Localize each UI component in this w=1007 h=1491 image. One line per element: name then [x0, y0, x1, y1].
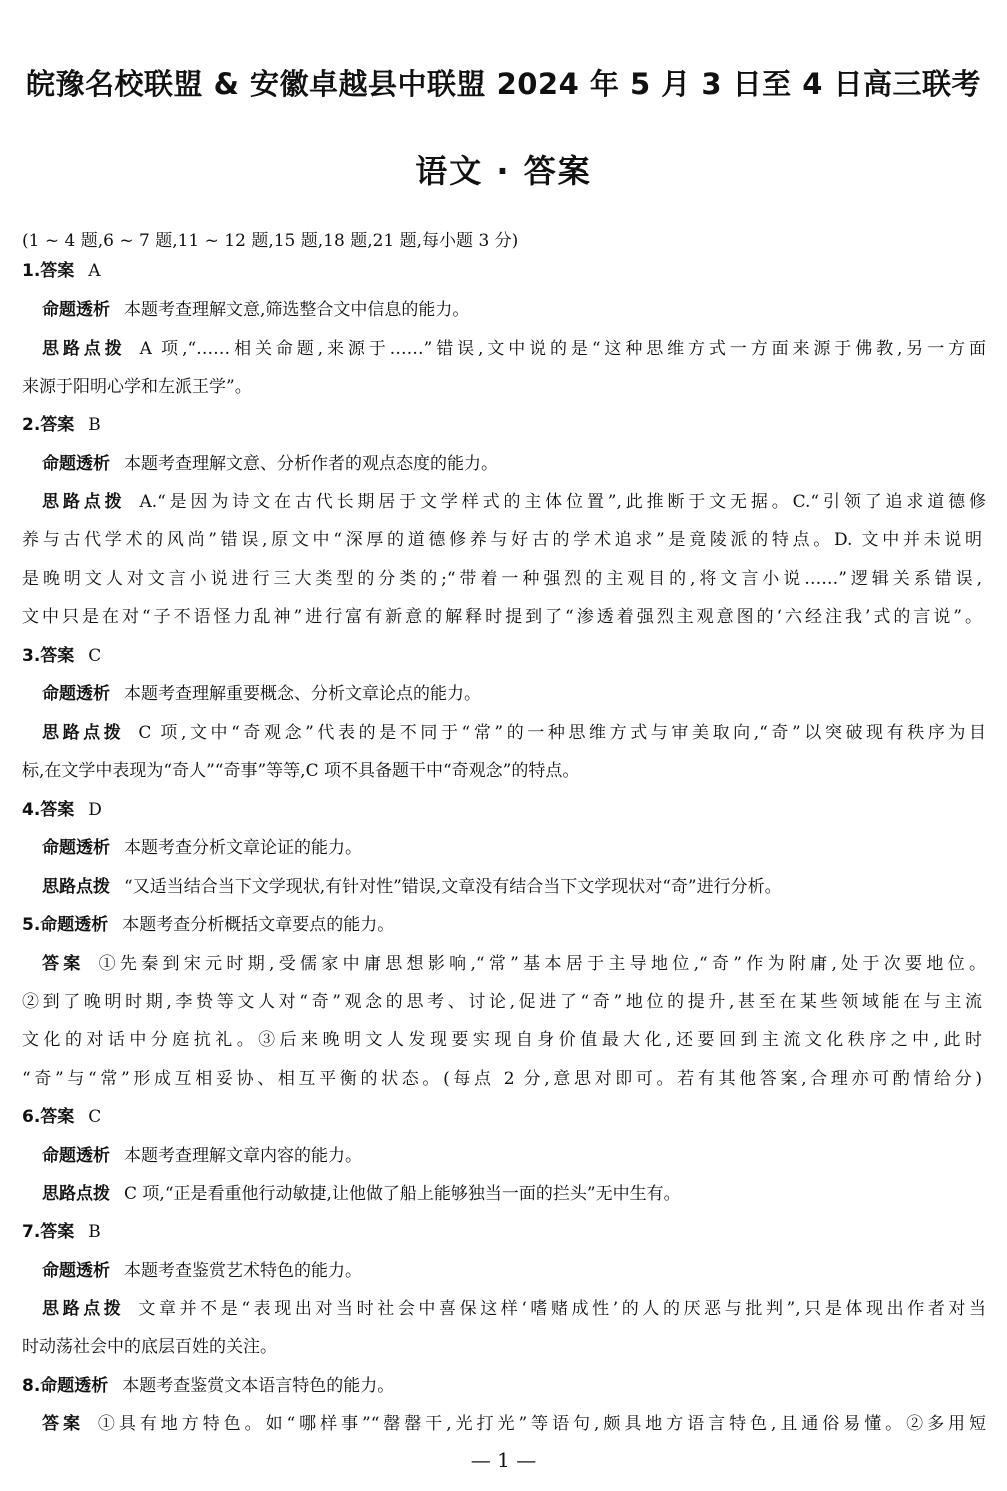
analysis-label: 命题透析 [42, 454, 110, 474]
q6-answer-line [22, 1104, 101, 1130]
answer-label: 答案 [40, 800, 75, 820]
q1-hint-1: A 项,“……相关命题,来源于……”错误,文中说的是“这种思维方式一方面来源于佛教,另一方面 [139, 339, 986, 359]
q6-hint-line [42, 1181, 681, 1207]
q7-analysis: 本题考查鉴赏艺术特色的能力。 [124, 1261, 362, 1281]
q2-answer-line [22, 412, 101, 438]
hint-label: 思路点拨 [42, 1299, 125, 1319]
hint-label: 思路点拨 [42, 723, 125, 743]
q8-analysis-line [22, 1373, 394, 1399]
q2-hint-4: 文中只是在对“子不语怪力乱神”进行富有新意的解释时提到了“渗透着强烈主观意图的‘六经注我’式的言说”。 [22, 607, 982, 627]
analysis-label: 命题透析 [42, 1261, 110, 1281]
q3-number: 3. [22, 646, 41, 666]
analysis-label: 命题透析 [42, 1146, 110, 1166]
q3-answer-line [22, 643, 101, 669]
document-title: 皖豫名校联盟 & 安徽卓越县中联盟 2024 年 5 月 3 日至 4 日高三联考 [25, 67, 981, 101]
q6-number: 6. [22, 1107, 41, 1127]
q8-number: 8. [22, 1376, 41, 1396]
q6-analysis-line [42, 1143, 362, 1169]
q5-number: 5. [22, 915, 41, 935]
q5-answer-4: “奇”与“常”形成互相妥协、相互平衡的状态。(每点 2 分,意思对即可。若有其他答案,合理亦可酌情给分) [22, 1069, 982, 1089]
q4-analysis: 本题考查分析文章论证的能力。 [124, 838, 362, 858]
analysis-label: 命题透析 [42, 838, 110, 858]
q7-hint-1: 文章并不是“表现出对当时社会中喜保这样‘嗜赌成性’的人的厌恶与批判”,只是体现出作者对当 [138, 1299, 987, 1319]
q8-answer-line [42, 1411, 986, 1437]
answer-label: 答案 [40, 1107, 75, 1127]
q5-answer-3: 文化的对话中分庭抗礼。③后来晚明文人发现要实现自身价值最大化,还要回到主流文化秩序之中,此时 [22, 1030, 982, 1050]
q4-hint-line [42, 874, 782, 900]
q3-answer: C [88, 646, 102, 666]
q1-number: 1. [22, 261, 41, 281]
q2-hint-1: A.“是因为诗文在古代长期居于文学样式的主体位置”,此推断于文无据。C.“引领了追求道德修 [139, 492, 987, 512]
analysis-label: 命题透析 [40, 915, 109, 935]
q1-analysis: 本题考查理解文意,筛选整合文中信息的能力。 [124, 300, 470, 320]
q6-analysis: 本题考查理解文章内容的能力。 [124, 1146, 362, 1166]
q2-answer: B [88, 415, 101, 435]
q5-answer-line [42, 951, 986, 977]
answer-label: 答案 [40, 646, 75, 666]
q2-hint-2: 养与古代学术的风尚”错误,原文中“深厚的道德修养与好古的学术追求”是竟陵派的特点。D. 文中并未说明 [22, 530, 982, 550]
hint-label: 思路点拨 [42, 339, 126, 359]
q4-answer: D [88, 800, 102, 820]
answer-label: 答案 [40, 1222, 75, 1242]
answer-label: 答案 [40, 415, 75, 435]
answer-label: 答案 [40, 261, 75, 281]
q6-answer: C [88, 1107, 102, 1127]
q5-answer-1: ①先秦到宋元时期,受儒家中庸思想影响,“常”基本居于主导地位,“奇”作为附庸,处于次要地位。 [98, 954, 986, 974]
q3-hint-line [42, 720, 986, 746]
q7-number: 7. [22, 1222, 41, 1242]
document-subtitle: 语文 · 答案 [415, 152, 592, 190]
q7-answer-line [22, 1219, 101, 1245]
q2-analysis-line [42, 451, 498, 477]
answer-label: 答案 [42, 1414, 84, 1434]
q2-hint-3: 是晚明文人对文言小说进行三大类型的分类的;“带着一种强烈的主观目的,将文言小说……”逻辑关系错误, [22, 569, 982, 589]
q7-answer: B [88, 1222, 101, 1242]
q1-analysis-line [42, 297, 469, 323]
q4-answer-line [22, 797, 102, 823]
q5-answer-2: ②到了晚明时期,李贽等文人对“奇”观念的思考、讨论,促进了“奇”地位的提升,甚至在某些领域能在与主流 [22, 992, 982, 1012]
hint-label: 思路点拨 [42, 877, 110, 897]
q1-hint-2: 来源于阳明心学和左派王学”。 [22, 377, 252, 397]
q2-hint-line [42, 489, 986, 515]
q6-hint-1: C 项,“正是看重他行动敏捷,让他做了船上能够独当一面的拦头”无中生有。 [124, 1184, 681, 1204]
q3-hint-1: C 项,文中“奇观念”代表的是不同于“常”的一种思维方式与审美取向,“奇”以突破现有秩序为目 [138, 723, 986, 743]
q5-analysis-line [22, 912, 394, 938]
q4-analysis-line [42, 835, 362, 861]
q1-hint-line [42, 336, 986, 362]
analysis-label: 命题透析 [42, 684, 110, 704]
q7-hint-2: 时动荡社会中的底层百姓的关注。 [22, 1337, 277, 1357]
hint-label: 思路点拨 [42, 492, 126, 512]
q5-analysis: 本题考查分析概括文章要点的能力。 [122, 915, 395, 935]
q3-analysis-line [42, 681, 481, 707]
q4-number: 4. [22, 800, 41, 820]
q2-analysis: 本题考查理解文意、分析作者的观点态度的能力。 [124, 454, 498, 474]
q8-answer-1: ①具有地方特色。如“哪样事”“罄罄干,光打光”等语句,颇具地方语言特色,且通俗易懂。②多用短 [97, 1414, 986, 1434]
page-number: — 1 — [470, 1448, 537, 1472]
q4-hint-1: “又适当结合当下文学现状,有针对性”错误,文章没有结合当下文学现状对“奇”进行分析。 [124, 877, 782, 897]
q1-answer: A [88, 261, 101, 281]
analysis-label: 命题透析 [40, 1376, 109, 1396]
q7-hint-line [42, 1296, 986, 1322]
scoring-note: (1 ~ 4 题,6 ~ 7 题,11 ~ 12 题,15 题,18 题,21 题,每小题 3 分) [22, 231, 519, 251]
answer-label: 答案 [42, 954, 85, 974]
q8-analysis: 本题考查鉴赏文本语言特色的能力。 [122, 1376, 395, 1396]
hint-label: 思路点拨 [42, 1184, 110, 1204]
q3-hint-2: 标,在文学中表现为“奇人”“奇事”等等,C 项不具备题干中“奇观念”的特点。 [22, 761, 580, 781]
q1-answer-line [22, 258, 101, 284]
q2-number: 2. [22, 415, 41, 435]
q3-analysis: 本题考查理解重要概念、分析文章论点的能力。 [124, 684, 481, 704]
q7-analysis-line [42, 1258, 362, 1284]
analysis-label: 命题透析 [42, 300, 110, 320]
